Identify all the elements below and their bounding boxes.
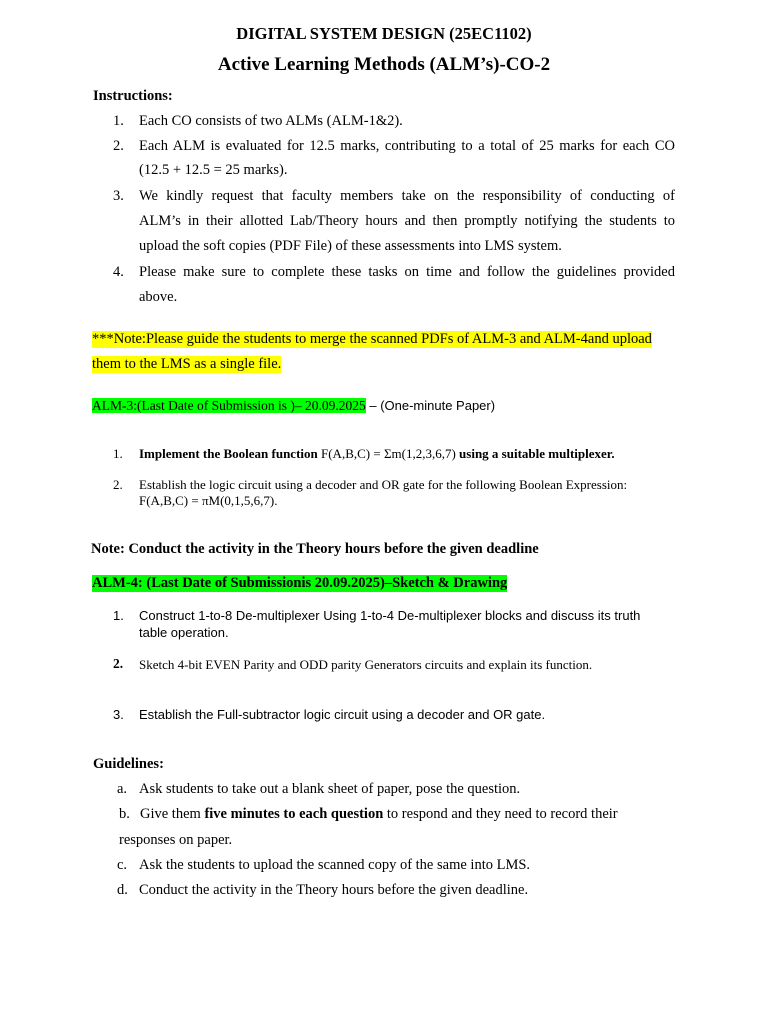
item-text: Each CO consists of two ALMs (ALM-1&2). — [139, 113, 403, 129]
guideline-text: responses on paper. — [119, 832, 233, 848]
guideline-text: Ask students to take out a blank sheet of paper, pose the question. — [139, 781, 521, 797]
theory-note: Note: Conduct the activity in the Theory hours before the given deadline — [91, 541, 539, 557]
item-text: We kindly request that faculty members take on the responsibility of conducting of — [139, 188, 675, 204]
item-text: (12.5 + 12.5 = 25 marks). — [139, 162, 288, 178]
guideline-text: Ask the students to upload the scanned copy of the same into LMS. — [139, 857, 531, 873]
guidelines-heading: Guidelines: — [93, 756, 164, 772]
guideline-text: Give them five minutes to each question to respond and they need to record their — [140, 806, 618, 822]
question-text: Establish the Full-subtractor logic circuit using a decoder and OR gate. — [139, 707, 546, 722]
item-text: Each ALM is evaluated for 12.5 marks, contributing to a total of 25 marks for each CO — [139, 138, 675, 154]
question-number: 1. — [113, 608, 124, 623]
guideline-label: c. — [117, 857, 128, 873]
instructions-heading: Instructions: — [93, 88, 173, 104]
item-number: 2. — [113, 138, 124, 154]
guideline-label: b. — [119, 806, 130, 822]
question-text: Sketch 4-bit EVEN Parity and ODD parity Generators circuits and explain its function. — [139, 657, 593, 672]
note-line: ***Note:Please guide the students to merge the scanned PDFs of ALM-3 and ALM-4and upload — [92, 331, 652, 347]
question-number: 1. — [113, 446, 123, 461]
question-text: Establish the logic circuit using a decoder and OR gate for the following Boolean Expression: — [139, 477, 628, 492]
guideline-label: d. — [117, 882, 128, 898]
guideline-text: Conduct the activity in the Theory hours before the given deadline. — [139, 882, 529, 898]
item-text: upload the soft copies (PDF File) of these assessments into LMS system. — [139, 238, 562, 254]
item-number: 1. — [113, 113, 124, 129]
item-number: 4. — [113, 264, 124, 280]
alm4-heading: ALM-4: (Last Date of Submissionis 20.09.2025)–Sketch & Drawing — [92, 575, 508, 591]
guideline-label: a. — [117, 781, 128, 797]
alm3-heading — [92, 398, 495, 415]
document-subtitle: Active Learning Methods (ALM’s)-CO-2 — [217, 54, 551, 75]
question-number: 2. — [113, 477, 123, 492]
note-line: them to the LMS as a single file. — [92, 356, 282, 372]
question-text: Construct 1-to-8 De-multiplexer Using 1-to-4 De-multiplexer blocks and discuss its truth — [139, 608, 641, 623]
item-number: 3. — [113, 188, 124, 204]
item-text: Please make sure to complete these tasks on time and follow the guidelines provided — [139, 264, 675, 280]
question-text: Implement the Boolean function F(A,B,C) = Σm(1,2,3,6,7) using a suitable multiplexer. — [139, 446, 615, 461]
item-text: above. — [139, 289, 178, 305]
alm3-type: – (One-minute Paper) — [365, 398, 496, 413]
item-text: ALM’s in their allotted Lab/Theory hours and then promptly notifying the students to — [139, 213, 675, 229]
question-number: 3. — [113, 707, 124, 722]
question-text: table operation. — [139, 625, 229, 640]
question-text: F(A,B,C) = πM(0,1,5,6,7). — [139, 493, 278, 508]
document-title: DIGITAL SYSTEM DESIGN (25EC1102) — [236, 24, 532, 43]
question-number: 2. — [113, 656, 124, 671]
alm3-deadline: ALM-3:(Last Date of Submission is )– 20.09.2025 — [92, 398, 366, 413]
